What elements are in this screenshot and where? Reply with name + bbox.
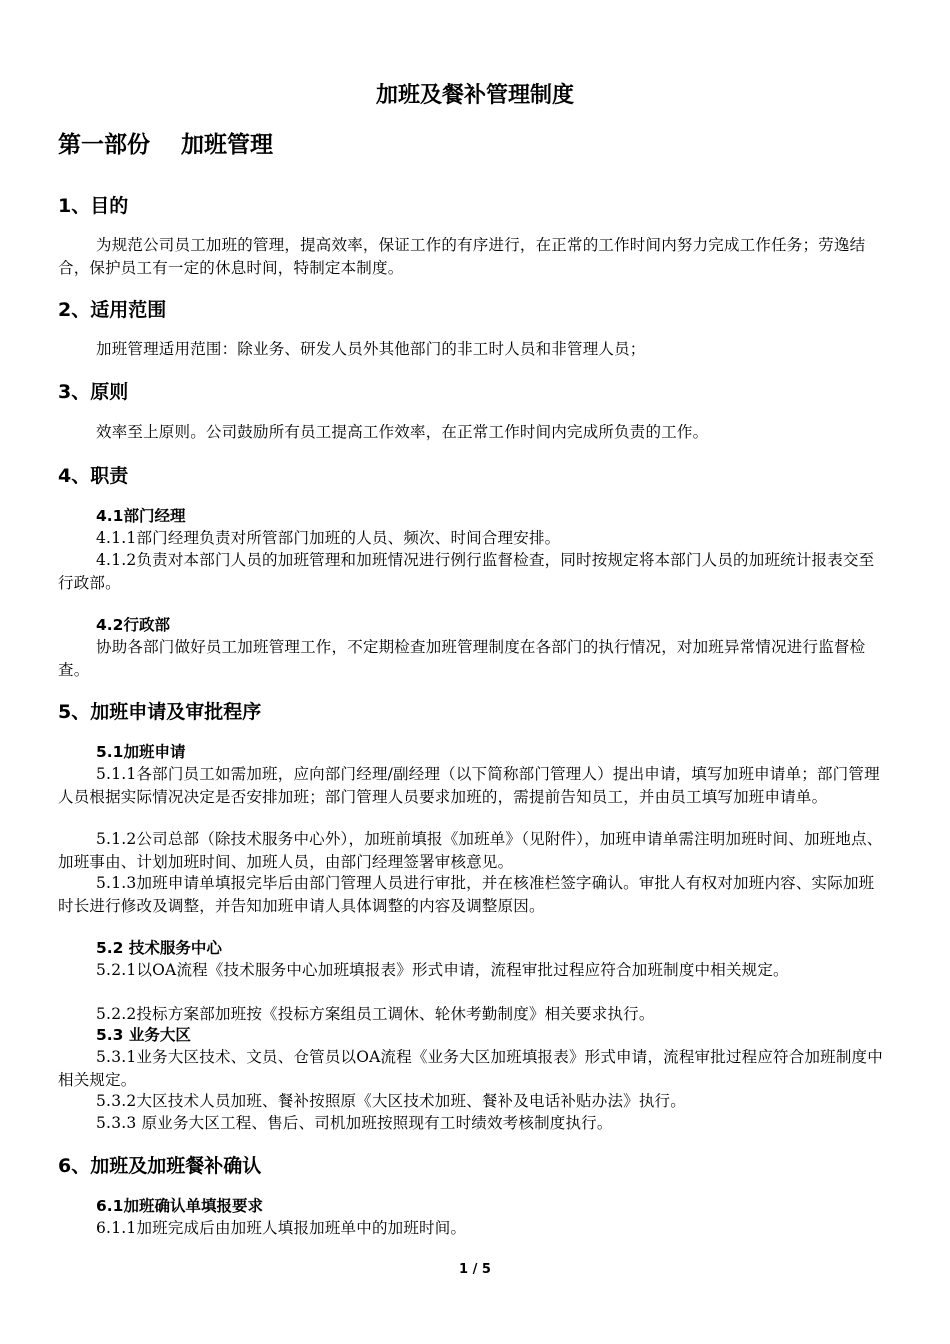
paragraph-5-3-2: 5.3.2大区技术人员加班、餐补按照原《大区技术加班、餐补及电话补贴办法》执行。 (96, 1092, 686, 1110)
section-heading-confirmation: 6、加班及加班餐补确认 (58, 1155, 262, 1177)
paragraph-5-1-3: 5.1.3加班申请单填报完毕后由部门管理人员进行审批，并在核准栏签字确认。审批人有权对加班内容、实际加班时长进行修改及调整，并告知加班申请人具体调整的内容及调整原因。 (58, 874, 875, 915)
section-heading-scope: 2、适用范围 (58, 299, 167, 321)
paragraph-4-1-2: 4.1.2负责对本部门人员的加班管理和加班情况进行例行监督检查，同时按规定将本部门人员的加班统计报表交至行政部。 (58, 551, 875, 592)
paragraph-5-3-3: 5.3.3 原业务大区工程、售后、司机加班按照现有工时绩效考核制度执行。 (96, 1114, 613, 1132)
page-number: 1 / 5 (459, 1262, 491, 1277)
section-heading-duties: 4、职责 (58, 465, 129, 487)
paragraph-5-2-1: 5.2.1以OA流程《技术服务中心加班填报表》形式申请，流程审批过程应符合加班制度中相关规定。 (96, 961, 789, 979)
paragraph-5-1-1: 5.1.1各部门员工如需加班，应向部门经理/副经理（以下简称部门管理人）提出申请，填写加班申请单；部门管理人员根据实际情况决定是否安排加班；部门管理人员要求加班的，需提前告知员工，并由员工填写加班申请单。 (58, 765, 880, 806)
section-heading-principle: 3、原则 (58, 381, 129, 403)
subheading-admin-dept: 4.2行政部 (96, 616, 170, 634)
paragraph-5-1-2: 5.1.2公司总部（除技术服务中心外），加班前填报《加班单》（见附件），加班申请单需注明加班时间、加班地点、加班事由、计划加班时间、加班人员，由部门经理签署审核意见。 (58, 830, 883, 871)
part-heading: 第一部份 加班管理 (58, 132, 274, 158)
document-title: 加班及餐补管理制度 (375, 83, 574, 108)
paragraph-5-2-2: 5.2.2投标方案部加班按《投标方案组员工调休、轮休考勤制度》相关要求执行。 (96, 1005, 655, 1023)
paragraph-6-1-1: 6.1.1加班完成后由加班人填报加班单中的加班时间。 (96, 1219, 467, 1237)
subheading-business-region: 5.3 业务大区 (96, 1026, 191, 1044)
section-heading-purpose: 1、目的 (58, 195, 129, 217)
subheading-overtime-application: 5.1加班申请 (96, 743, 186, 761)
paragraph-purpose: 为规范公司员工加班的管理，提高效率，保证工作的有序进行，在正常的工作时间内努力完成工作任务；劳逸结合，保护员工有一定的休息时间，特制定本制度。 (58, 236, 866, 277)
paragraph-5-3-1: 5.3.1业务大区技术、文员、仓管员以OA流程《业务大区加班填报表》形式申请，流程审批过程应符合加班制度中相关规定。 (58, 1048, 883, 1089)
subheading-dept-manager: 4.1部门经理 (96, 507, 186, 525)
paragraph-4-1-1: 4.1.1部门经理负责对所管部门加班的人员、频次、时间合理安排。 (96, 529, 561, 547)
section-heading-application: 5、加班申请及审批程序 (58, 701, 262, 723)
paragraph-principle: 效率至上原则。公司鼓励所有员工提高工作效率，在正常工作时间内完成所负责的工作。 (96, 423, 709, 441)
paragraph-4-2: 协助各部门做好员工加班管理工作，不定期检查加班管理制度在各部门的执行情况，对加班异常情况进行监督检查。 (58, 638, 866, 679)
subheading-tech-service-center: 5.2 技术服务中心 (96, 939, 222, 957)
subheading-confirmation-form: 6.1加班确认单填报要求 (96, 1197, 263, 1215)
paragraph-scope: 加班管理适用范围：除业务、研发人员外其他部门的非工时人员和非管理人员； (96, 340, 646, 358)
